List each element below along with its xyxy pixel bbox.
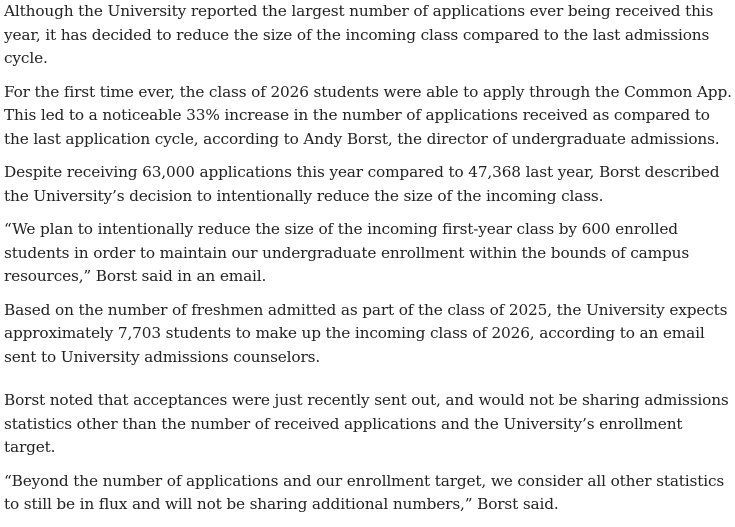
paragraph-common-app: For the first time ever, the class of 2026 students were able to apply through the Common App. This led to a noticeable 33% increase in the number of applications received as compared to the last application cycle, according to Andy Borst, the director of undergraduate admissions. xyxy=(4,82,732,148)
paragraph-expected-class-size: Based on the number of freshmen admitted as part of the class of 2025, the University expects approximately 7,703 students to make up the incoming class of 2026, according to an email sent to University admissions counselors. xyxy=(4,300,728,366)
paragraph-borst-quote-statistics: “Beyond the number of applications and our enrollment target, we consider all other statistics to still be in flux and will not be sharing additional numbers,” Borst said. xyxy=(4,471,725,513)
paragraph-application-counts: Despite receiving 63,000 applications this year compared to 47,368 last year, Borst described the University’s decision to intentionally reduce the size of the incoming class. xyxy=(4,163,720,205)
article-body xyxy=(4,0,735,527)
paragraph-applications-record: Although the University reported the largest number of applications ever being received this year, it has decided to reduce the size of the incoming class compared to the last admissions cycle. xyxy=(4,2,714,67)
paragraph-borst-quote-reduction: “We plan to intentionally reduce the size of the incoming first-year class by 600 enrolled students in order to maintain our undergraduate enrollment within the bounds of campus resources,” Borst said in an email. xyxy=(4,220,690,285)
paragraph-acceptances-sent: Borst noted that acceptances were just recently sent out, and would not be sharing admissions statistics other than the number of received applications and the University’s enrollment target. xyxy=(4,391,729,456)
